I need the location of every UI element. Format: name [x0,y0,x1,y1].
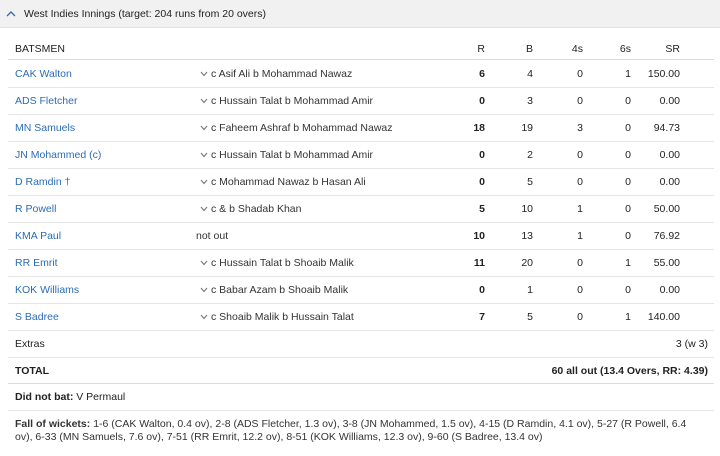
batsman-name-link[interactable]: KMA Paul [15,230,62,242]
strike-rate-value: 94.73 [653,122,680,134]
fours-value: 0 [577,68,583,80]
chevron-down-icon[interactable] [200,260,208,266]
did-not-bat-row [8,384,714,411]
dismissal-text: c & b Shadab Khan [211,203,302,215]
table-row [8,88,714,115]
runs-value: 7 [479,311,485,323]
total-row [8,358,714,384]
balls-value: 5 [527,176,533,188]
batsman-name-link[interactable]: ADS Fletcher [15,95,78,107]
table-row [8,223,714,250]
sixes-value: 1 [625,68,631,80]
table-row [8,277,714,304]
strike-rate-value: 55.00 [653,257,680,269]
col-sixes: 6s [619,43,631,55]
runs-value: 5 [479,203,485,215]
fall-of-wickets-value: 1-6 (CAK Walton, 0.4 ov), 2-8 (ADS Fletcher, 1.3 ov), 3-8 (JN Mohammed, 1.5 ov), 4-15 (D Ramdin, 4.1 ov), 5-27 (R Powell, 6.4 ov), 6-33 (MN Samuels, 7.6 ov), 7-51 (RR Emrit, 12.2 ov), 8-51 (KOK Williams, 12.3 ov), 9-60 (S Badree, 13.4 ov) [15,418,687,443]
dismissal-text: c Faheem Ashraf b Mohammad Nawaz [211,122,393,134]
dismissal-text: c Mohammad Nawaz b Hasan Ali [211,176,366,188]
sixes-value: 0 [625,176,631,188]
chevron-down-icon[interactable] [200,314,208,320]
runs-value: 0 [479,176,485,188]
extras-row [8,331,714,358]
col-strike-rate: SR [665,43,680,55]
balls-value: 2 [527,149,533,161]
fours-value: 0 [577,176,583,188]
batsman-name-link[interactable]: R Powell [15,203,57,215]
table-row [8,196,714,223]
strike-rate-value: 0.00 [659,95,680,107]
fours-value: 3 [577,122,583,134]
chevron-down-icon[interactable] [200,71,208,77]
sixes-value: 0 [625,284,631,296]
fours-value: 0 [577,149,583,161]
batsman-name-link[interactable]: CAK Walton [15,68,72,80]
balls-value: 13 [521,230,533,242]
batsman-name-link[interactable]: JN Mohammed (c) [15,149,102,161]
table-row [8,304,714,331]
fall-of-wickets [15,418,705,444]
dismissal-text: c Hussain Talat b Shoaib Malik [211,257,354,269]
runs-value: 0 [479,95,485,107]
col-runs: R [477,43,485,55]
runs-value: 0 [479,149,485,161]
balls-value: 4 [527,68,533,80]
dismissal-text: c Hussain Talat b Mohammad Amir [211,149,374,161]
innings-header[interactable] [0,0,720,28]
chevron-down-icon[interactable] [200,206,208,212]
col-balls: B [525,43,533,55]
sixes-value: 0 [625,203,631,215]
sixes-value: 0 [625,230,631,242]
strike-rate-value: 76.92 [653,230,680,242]
dismissal-text: c Shoaib Malik b Hussain Talat [211,311,354,323]
did-not-bat-label: Did not bat: [15,391,74,403]
runs-value: 10 [473,230,485,242]
fours-value: 1 [577,230,583,242]
extras-label: Extras [15,338,45,350]
balls-value: 3 [527,95,533,107]
dismissal-text: c Hussain Talat b Mohammad Amir [211,95,374,107]
batsman-name-link[interactable]: KOK Williams [15,284,80,296]
table-row [8,250,714,277]
batsman-name-link[interactable]: S Badree [15,311,59,323]
fours-value: 0 [577,257,583,269]
fours-value: 0 [577,284,583,296]
fall-of-wickets-label: Fall of wickets: [15,418,91,430]
batting-table [8,61,714,331]
strike-rate-value: 0.00 [659,149,680,161]
runs-value: 6 [479,68,485,80]
batsman-name-link[interactable]: RR Emrit [15,257,58,269]
total-label: TOTAL [15,365,50,377]
table-row [8,115,714,142]
sixes-value: 1 [625,257,631,269]
fours-value: 0 [577,95,583,107]
dismissal-text: c Asif Ali b Mohammad Nawaz [211,68,353,80]
chevron-down-icon[interactable] [200,152,208,158]
balls-value: 19 [521,122,533,134]
balls-value: 10 [521,203,533,215]
balls-value: 1 [527,284,533,296]
runs-value: 11 [473,257,485,269]
runs-value: 18 [473,122,485,134]
fours-value: 0 [577,311,583,323]
batsman-name-link[interactable]: D Ramdin † [15,176,71,188]
batsman-name-link[interactable]: MN Samuels [15,122,76,134]
innings-title: West Indies Innings (target: 204 runs from 20 overs) [24,7,267,20]
col-fours: 4s [571,43,583,55]
balls-value: 20 [521,257,533,269]
table-row [8,61,714,88]
column-header-row [8,38,714,60]
extras-value: 3 (w 3) [675,338,708,350]
chevron-down-icon[interactable] [200,179,208,185]
sixes-value: 0 [625,149,631,161]
dismissal-text: c Babar Azam b Shoaib Malik [211,284,349,296]
chevron-down-icon[interactable] [200,125,208,131]
table-row [8,169,714,196]
strike-rate-value: 0.00 [659,176,680,188]
sixes-value: 0 [625,95,631,107]
chevron-up-icon[interactable] [6,9,16,19]
strike-rate-value: 50.00 [653,203,680,215]
col-batsmen: BATSMEN [15,43,65,55]
total-value: 60 all out (13.4 Overs, RR: 4.39) [551,365,708,377]
fours-value: 1 [577,203,583,215]
sixes-value: 1 [625,311,631,323]
dismissal-text: not out [196,230,229,242]
sixes-value: 0 [625,122,631,134]
strike-rate-value: 0.00 [659,284,680,296]
balls-value: 5 [527,311,533,323]
did-not-bat-value: V Permaul [76,391,126,403]
chevron-down-icon[interactable] [200,98,208,104]
runs-value: 0 [479,284,485,296]
strike-rate-value: 140.00 [647,311,680,323]
table-row [8,142,714,169]
chevron-down-icon[interactable] [200,287,208,293]
strike-rate-value: 150.00 [647,68,680,80]
